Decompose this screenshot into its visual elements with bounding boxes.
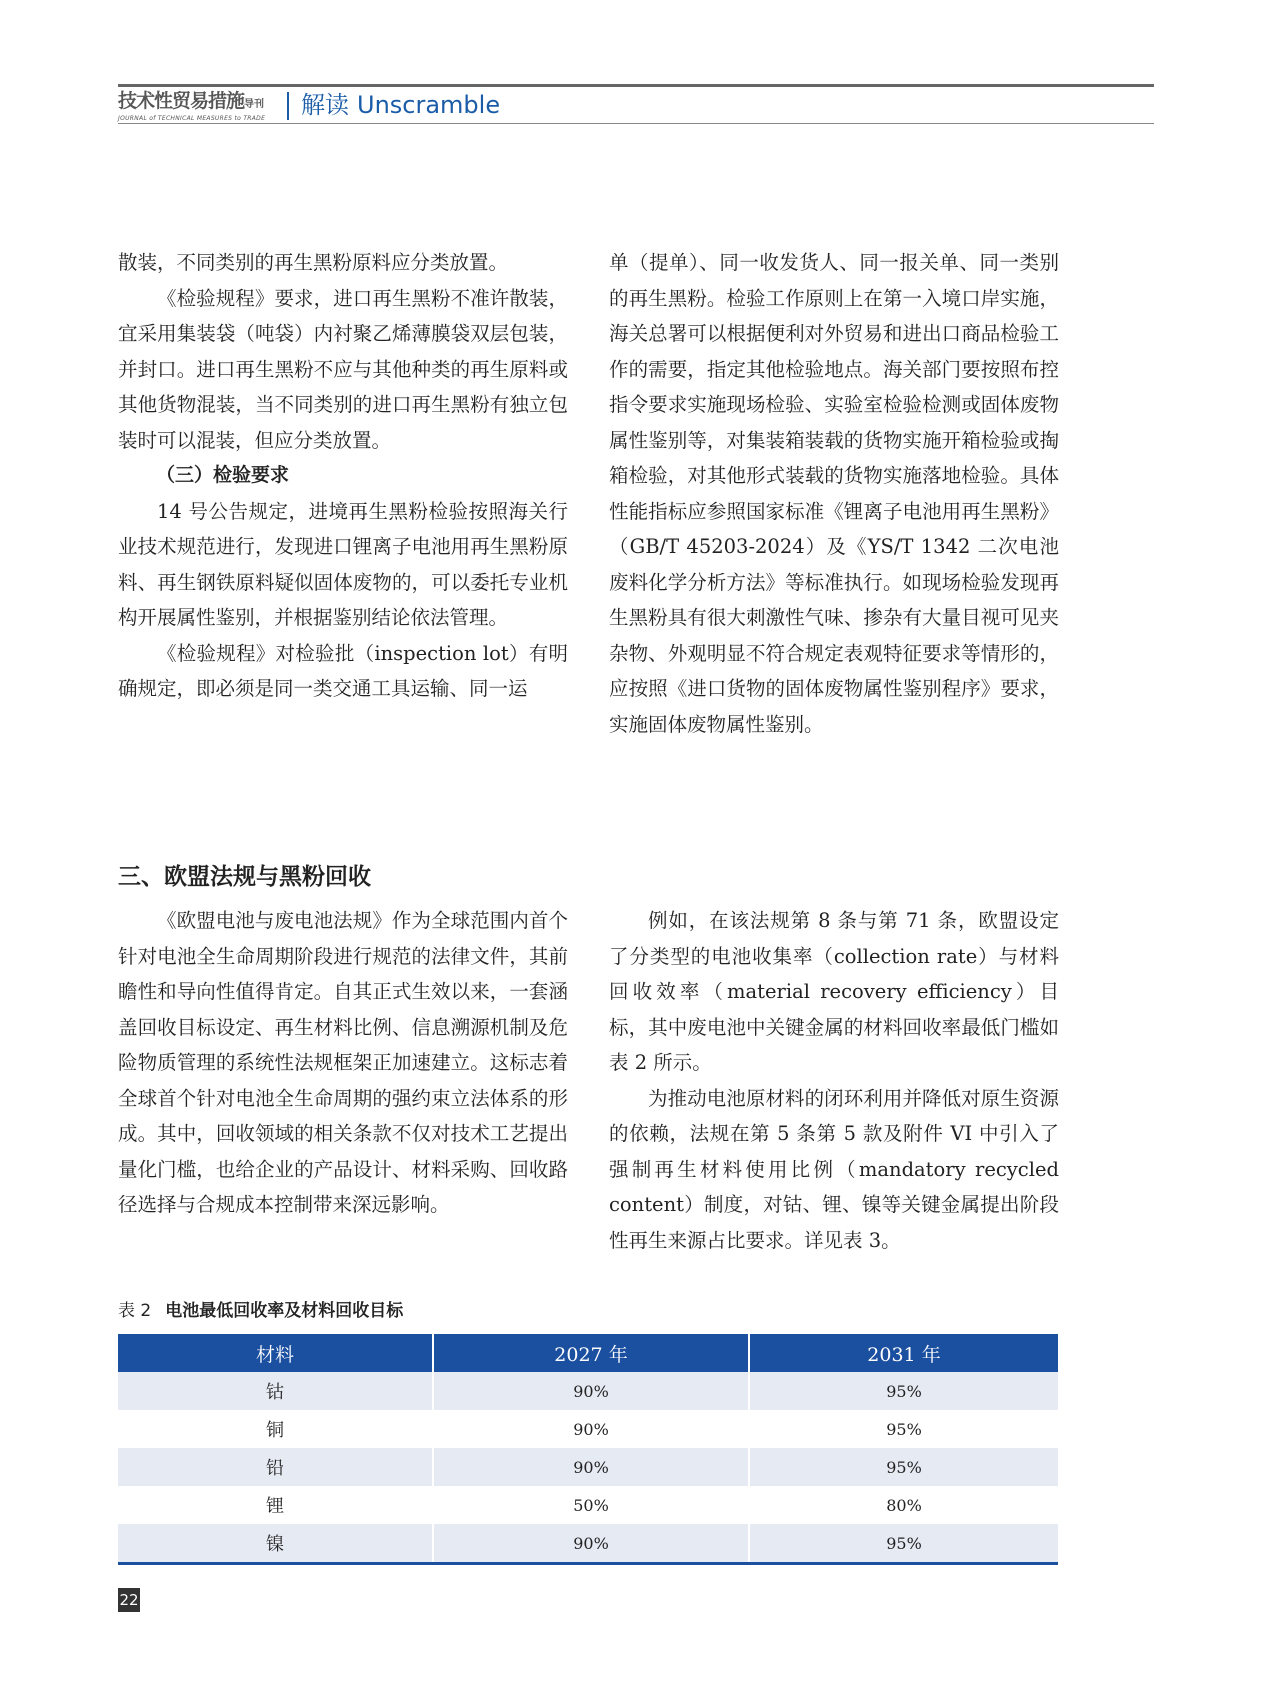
table-cell: 95%	[749, 1448, 1058, 1486]
table-cell: 80%	[749, 1486, 1058, 1524]
table-caption-title: 电池最低回收率及材料回收目标	[165, 1301, 404, 1321]
journal-logo-english: JOURNAL of TECHNICAL MEASURES to TRADE	[118, 115, 266, 122]
left-column-lower	[118, 903, 568, 1223]
subsection-heading: （三）检验要求	[156, 464, 290, 486]
table-cell: 95%	[749, 1524, 1058, 1564]
table-cell: 95%	[749, 1410, 1058, 1448]
journal-logo-tag: 导刊	[244, 99, 265, 110]
recovery-targets-table	[118, 1334, 1058, 1565]
table-row	[118, 1448, 1058, 1486]
journal-logo	[118, 91, 280, 123]
header-bottom-rule	[118, 123, 1154, 124]
section-label-en: Unscramble	[357, 91, 501, 119]
header-separator	[287, 92, 289, 120]
table-row	[118, 1372, 1058, 1410]
table-header-row	[118, 1334, 1058, 1372]
paragraph: 14 号公告规定，进境再生黑粉检验按照海关行业技术规范进行，发现进口锂离子电池用再生黑粉原料、再生钢铁原料疑似固体废物的，可以委托专业机构开展属性鉴别，并根据鉴别结论依法管理。	[118, 499, 568, 629]
table-row	[118, 1486, 1058, 1524]
paragraph: 散装，不同类别的再生黑粉原料应分类放置。	[118, 251, 509, 274]
table-cell: 90%	[433, 1524, 749, 1564]
table-row	[118, 1410, 1058, 1448]
paragraph: 为推动电池原材料的闭环利用并降低对原生资源的依赖，法规在第 5 条第 5 款及附件 VI 中引入了强制再生材料使用比例（mandatory recycled content）制度，对钴、锂、镍等关键金属提出阶段性再生来源占比要求。详见表 3。	[609, 1086, 1059, 1252]
table-cell: 50%	[433, 1486, 749, 1524]
right-column-upper	[609, 245, 1059, 742]
journal-logo-title: 技术性贸易措施导刊	[118, 90, 265, 112]
table-cell: 90%	[433, 1448, 749, 1486]
table-caption-number: 表 2	[118, 1301, 152, 1321]
section-label	[301, 91, 500, 119]
table-row	[118, 1524, 1058, 1564]
header-top-rule	[118, 84, 1154, 87]
page-number: 22	[118, 1588, 140, 1612]
paragraph: 《欧盟电池与废电池法规》作为全球范围内首个针对电池全生命周期阶段进行规范的法律文件，其前瞻性和导向性值得肯定。自其正式生效以来，一套涵盖回收目标设定、再生材料比例、信息溯源机制及危险物质管理的系统性法规框架正加速建立。这标志着全球首个针对电池全生命周期的强约束立法体系的形成。其中，回收领域的相关条款不仅对技术工艺提出量化门槛，也给企业的产品设计、材料采购、回收路径选择与合规成本控制带来深远影响。	[118, 909, 568, 1216]
paragraph: 单（提单）、同一收发货人、同一报关单、同一类别的再生黑粉。检验工作原则上在第一入境口岸实施，海关总署可以根据便利对外贸易和进出口商品检验工作的需要，指定其他检验地点。海关部门要按照布控指令要求实施现场检验、实验室检验检测或固体废物属性鉴别等，对集装箱装载的货物实施开箱检验或掏箱检验，对其他形式装载的货物实施落地检验。具体性能指标应参照国家标准《锂离子电池用再生黑粉》（GB/T 45203-2024）及《YS/T 1342 二次电池废料化学分析方法》等标准执行。如现场检验发现再生黑粉具有很大刺激性气味、掺杂有大量目视可见夹杂物、外观明显不符合规定表观特征要求等情形的，应按照《进口货物的固体废物属性鉴别程序》要求，实施固体废物属性鉴别。	[609, 251, 1059, 736]
table-cell: 铜	[118, 1410, 433, 1448]
table-cell: 铅	[118, 1448, 433, 1486]
table-cell: 钴	[118, 1372, 433, 1410]
table-cell: 95%	[749, 1372, 1058, 1410]
table-cell: 90%	[433, 1372, 749, 1410]
paragraph: 例如，在该法规第 8 条与第 71 条，欧盟设定了分类型的电池收集率（collection rate）与材料回收效率（material recovery efficiency）目标，其中废电池中关键金属的材料回收率最低门槛如表 2 所示。	[609, 909, 1059, 1074]
section-label-cn: 解读	[301, 91, 349, 119]
section-heading: 三、欧盟法规与黑粉回收	[118, 864, 371, 890]
table-header-cell: 2031 年	[749, 1334, 1058, 1372]
table-caption	[118, 1296, 403, 1321]
table-header-cell: 材料	[118, 1334, 433, 1372]
table-cell: 锂	[118, 1486, 433, 1524]
right-column-lower	[609, 903, 1059, 1258]
table-cell: 镍	[118, 1524, 433, 1564]
table-cell: 90%	[433, 1410, 749, 1448]
paragraph: 《检验规程》要求，进口再生黑粉不准许散装，宜采用集装袋（吨袋）内衬聚乙烯薄膜袋双层包装，并封口。进口再生黑粉不应与其他种类的再生原料或其他货物混装，当不同类别的进口再生黑粉有独立包装时可以混装，但应分类放置。	[118, 286, 568, 452]
paragraph: 《检验规程》对检验批（inspection lot）有明确规定，即必须是同一类交通工具运输、同一运	[118, 641, 568, 700]
table-header-cell: 2027 年	[433, 1334, 749, 1372]
left-column-upper	[118, 245, 568, 707]
